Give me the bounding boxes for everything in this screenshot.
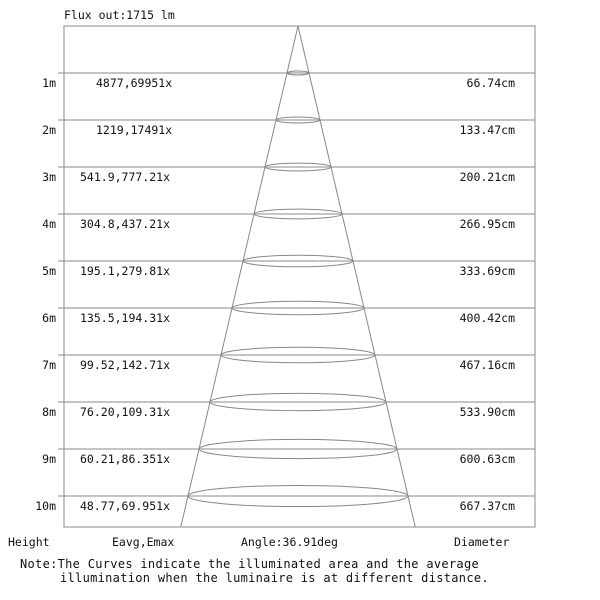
row-height-label: 4m xyxy=(42,217,56,231)
note-line2: illumination when the luminaire is at different distance. xyxy=(60,571,489,585)
row-height-label: 1m xyxy=(42,76,56,90)
row-diameter: 266.95cm xyxy=(459,217,515,231)
row-diameter: 667.37cm xyxy=(459,499,515,513)
footer-eavg-label: Eavg,Emax xyxy=(112,535,175,549)
beam-left-edge xyxy=(181,26,298,527)
row-diameter: 533.90cm xyxy=(459,405,515,419)
beam-right-edge xyxy=(298,26,415,527)
row-height-label: 2m xyxy=(42,123,56,137)
row-diameter: 133.47cm xyxy=(459,123,515,137)
row-illuminance: 99.52,142.71x xyxy=(80,358,171,372)
row-diameter: 66.74cm xyxy=(466,76,515,90)
row-illuminance: 135.5,194.31x xyxy=(80,311,171,325)
row-diameter: 200.21cm xyxy=(459,170,515,184)
note-prefix: Note: xyxy=(20,557,58,571)
row-height-label: 10m xyxy=(35,499,56,513)
row-illuminance: 76.20,109.31x xyxy=(80,405,171,419)
row-illuminance: 60.21,86.351x xyxy=(80,452,171,466)
row-diameter: 600.63cm xyxy=(459,452,515,466)
row-illuminance: 195.1,279.81x xyxy=(80,264,171,278)
row-illuminance: 48.77,69.951x xyxy=(80,499,171,513)
note xyxy=(20,557,489,585)
row-height-label: 7m xyxy=(42,358,56,372)
row-height-label: 9m xyxy=(42,452,56,466)
row-height-label: 8m xyxy=(42,405,56,419)
footer-height-label: Height xyxy=(8,535,50,549)
row-illuminance: 541.9,777.21x xyxy=(80,170,171,184)
row-illuminance: 304.8,437.21x xyxy=(80,217,171,231)
row-illuminance: 1219,17491x xyxy=(96,123,173,137)
flux-label: Flux out:1715 lm xyxy=(64,8,175,22)
row-illuminance: 4877,69951x xyxy=(96,76,173,90)
note-line1: The Curves indicate the illuminated area and the average xyxy=(57,557,480,571)
row-height-label: 3m xyxy=(42,170,56,184)
row-diameter: 400.42cm xyxy=(459,311,515,325)
footer-diameter-label: Diameter xyxy=(454,535,510,549)
row-height-label: 6m xyxy=(42,311,56,325)
row-diameter: 467.16cm xyxy=(459,358,515,372)
row-height-label: 5m xyxy=(42,264,56,278)
footer-angle-label: Angle:36.91deg xyxy=(241,535,338,549)
row-diameter: 333.69cm xyxy=(459,264,515,278)
